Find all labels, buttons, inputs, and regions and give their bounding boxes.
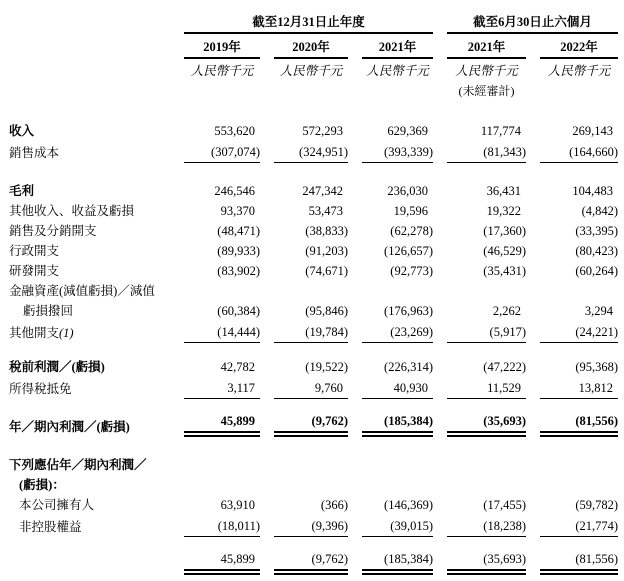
row-label: 其他開支: [9, 326, 60, 340]
table-row: [9, 495, 618, 515]
value-cell: [348, 281, 433, 301]
empty-cell: [170, 81, 260, 101]
value-cell: [433, 121, 526, 141]
value-cell: [170, 201, 260, 221]
table-row: [9, 141, 618, 163]
value: 247,342: [302, 184, 343, 198]
value: (38,833): [305, 224, 348, 238]
year-column-2020: [260, 34, 348, 59]
value: (14,444): [184, 322, 260, 343]
value-cell: [348, 141, 433, 163]
value: (35,431): [483, 264, 526, 278]
value-cell: [433, 241, 526, 261]
value-cell: [170, 377, 260, 399]
row-label-note: (1): [59, 326, 74, 340]
empty-corner-cell: [9, 8, 170, 34]
value: (62,278): [390, 224, 433, 238]
row-label: 金融資產(減值虧損)／減值: [9, 284, 155, 298]
value: (81,556): [540, 549, 618, 575]
value-cell: [433, 141, 526, 163]
value: 19,322: [486, 204, 521, 218]
value-cell: [433, 201, 526, 221]
value-cell: [526, 515, 618, 537]
value-cell: [433, 377, 526, 399]
value: (47,222): [483, 360, 526, 374]
row-label-cell: [9, 549, 170, 575]
row-label-cell: [9, 377, 170, 399]
row-label: 其他收入、收益及虧損: [9, 204, 135, 218]
section-gap: [9, 163, 618, 181]
row-label: 非控股權益: [19, 520, 82, 534]
value: 572,293: [302, 124, 343, 138]
value: 2,262: [492, 304, 521, 318]
table-row: [9, 241, 618, 261]
row-label-cell: [9, 281, 170, 301]
value-cell: [526, 411, 618, 437]
value: (19,784): [274, 322, 348, 343]
value-cell: [526, 121, 618, 141]
value: (324,951): [274, 142, 348, 163]
value: (60,384): [217, 304, 260, 318]
value-cell: [526, 281, 618, 301]
value: (83,902): [217, 264, 260, 278]
table-row: [9, 281, 618, 301]
period-group-annual-title: 截至12月31日止年度: [184, 12, 433, 34]
value: (226,314): [384, 360, 433, 374]
value: (35,693): [447, 549, 526, 575]
value: 93,370: [220, 204, 255, 218]
value: (9,762): [274, 549, 348, 575]
value: (17,455): [483, 498, 526, 512]
unaudited-note-cell: [433, 81, 526, 101]
value: 236,030: [387, 184, 428, 198]
value-cell: [526, 357, 618, 377]
row-label-cell: [9, 181, 170, 201]
value-cell: [526, 221, 618, 241]
value-cell: [348, 515, 433, 537]
value: 19,596: [393, 204, 428, 218]
value: 104,483: [572, 184, 614, 198]
row-label-cell: [9, 515, 170, 537]
value-cell: [526, 495, 618, 515]
value: 63,910: [220, 498, 255, 512]
currency-unit-row: [9, 59, 618, 81]
value: 269,143: [572, 124, 614, 138]
value-cell: [260, 475, 348, 495]
value: 117,774: [480, 124, 521, 138]
value-cell: [433, 281, 526, 301]
value-cell: [260, 411, 348, 437]
value-cell: [348, 181, 433, 201]
row-label-cell: [9, 141, 170, 163]
value: (81,556): [540, 411, 618, 437]
table-header: [9, 8, 618, 101]
row-label-cell: [9, 357, 170, 377]
value-cell: [526, 377, 618, 399]
unit-cell: [526, 59, 618, 81]
value-cell: [170, 121, 260, 141]
value-cell: [526, 549, 618, 575]
value: (81,343): [447, 142, 526, 163]
value-cell: [170, 141, 260, 163]
year-column-2022-interim: [526, 34, 618, 59]
value: 246,546: [214, 184, 255, 198]
value-cell: [348, 221, 433, 241]
value: 3,117: [184, 378, 260, 399]
value-cell: [348, 495, 433, 515]
value-cell: [260, 221, 348, 241]
value-cell: [260, 261, 348, 281]
period-header-row: [9, 8, 618, 34]
unit-cell: [348, 59, 433, 81]
value-cell: [260, 281, 348, 301]
value-cell: [170, 301, 260, 321]
row-label-cell: [9, 321, 170, 343]
value-cell: [348, 357, 433, 377]
value-cell: [260, 455, 348, 475]
value-cell: [348, 301, 433, 321]
value-cell: [170, 241, 260, 261]
value-cell: [170, 221, 260, 241]
value: (185,384): [362, 549, 433, 575]
table-row: [9, 201, 618, 221]
value-cell: [260, 321, 348, 343]
value: (39,015): [362, 516, 433, 537]
value-cell: [260, 181, 348, 201]
row-label-cell: [9, 495, 170, 515]
value-cell: [433, 181, 526, 201]
section-gap: [9, 343, 618, 357]
value-cell: [260, 515, 348, 537]
value: 629,369: [387, 124, 428, 138]
table-row: [9, 475, 618, 495]
row-label: 稅前利潤／(虧損): [9, 360, 105, 374]
unit-label: 人民幣千元: [455, 64, 518, 78]
value: 9,760: [274, 378, 348, 399]
unit-cell: [170, 59, 260, 81]
unit-label: 人民幣千元: [547, 64, 611, 78]
value-cell: [348, 261, 433, 281]
value: (4,842): [581, 204, 619, 218]
row-label-cell: [9, 221, 170, 241]
row-label: 收入: [9, 124, 35, 138]
table-row: [9, 455, 618, 475]
table-row: [9, 549, 618, 575]
value: 45,899: [184, 549, 260, 575]
value-cell: [526, 201, 618, 221]
value: (366): [320, 498, 348, 512]
value: (18,011): [184, 516, 260, 537]
table-row: [9, 411, 618, 437]
empty-cell: [348, 81, 433, 101]
row-label: 銷售成本: [9, 146, 60, 160]
period-group-interim-title: 截至6月30日止六個月: [447, 12, 618, 34]
table-body: [9, 101, 618, 575]
value-cell: [170, 261, 260, 281]
value-cell: [170, 321, 260, 343]
value: (35,693): [447, 411, 526, 437]
year-header-row: [9, 34, 618, 59]
value: (126,657): [384, 244, 433, 258]
value: 36,431: [486, 184, 521, 198]
empty-cell: [526, 81, 618, 101]
unit-label: 人民幣千元: [279, 64, 343, 78]
value-cell: [526, 301, 618, 321]
value-cell: [170, 411, 260, 437]
value: (18,238): [447, 516, 526, 537]
value: 45,899: [184, 411, 260, 437]
value-cell: [348, 455, 433, 475]
value-cell: [170, 181, 260, 201]
row-label: 毛利: [9, 184, 35, 198]
section-gap: [9, 437, 618, 455]
row-label: 銷售及分銷開支: [9, 224, 97, 238]
value: (59,782): [575, 498, 619, 512]
value-cell: [526, 321, 618, 343]
row-label-cell: [9, 121, 170, 141]
row-label: 所得稅抵免: [9, 382, 72, 396]
value: (21,774): [540, 516, 618, 537]
value-cell: [348, 411, 433, 437]
value-cell: [170, 515, 260, 537]
unaudited-label: (未經審計): [458, 84, 515, 98]
value: (60,264): [575, 264, 619, 278]
table-row: [9, 301, 618, 321]
value-cell: [348, 201, 433, 221]
value-cell: [170, 357, 260, 377]
row-label-cell: [9, 241, 170, 261]
year-column-2021: [348, 34, 433, 59]
section-gap: [9, 537, 618, 549]
value: (33,395): [575, 224, 619, 238]
value-cell: [433, 495, 526, 515]
value-cell: [260, 377, 348, 399]
value-cell: [260, 357, 348, 377]
value: (393,339): [362, 142, 433, 163]
value: (95,368): [575, 360, 619, 374]
row-label-cell: [9, 261, 170, 281]
value-cell: [348, 475, 433, 495]
value-cell: [433, 221, 526, 241]
value-cell: [260, 301, 348, 321]
table-row: [9, 321, 618, 343]
year-label: 2019年: [184, 37, 260, 59]
period-group-interim: [433, 8, 618, 34]
value-cell: [260, 201, 348, 221]
value-cell: [433, 357, 526, 377]
row-label-cell: [9, 455, 170, 475]
value-cell: [433, 301, 526, 321]
value-cell: [260, 241, 348, 261]
value-cell: [260, 495, 348, 515]
value: (9,762): [274, 411, 348, 437]
value: (48,471): [217, 224, 260, 238]
value: 11,529: [447, 378, 526, 399]
value-cell: [170, 455, 260, 475]
value-cell: [348, 241, 433, 261]
value: (89,933): [217, 244, 260, 258]
value: (307,074): [184, 142, 260, 163]
year-label: 2020年: [274, 37, 348, 59]
value-cell: [526, 241, 618, 261]
value-cell: [348, 549, 433, 575]
value: (19,522): [305, 360, 348, 374]
row-label: 年／期內利潤／(虧損): [9, 420, 130, 434]
value: (146,369): [384, 498, 433, 512]
value-cell: [170, 549, 260, 575]
value: (9,396): [274, 516, 348, 537]
profit-loss-table: [9, 8, 618, 575]
value: (74,671): [305, 264, 348, 278]
unit-cell: [260, 59, 348, 81]
year-label: 2021年: [362, 37, 433, 59]
year-column-2021-interim: [433, 34, 526, 59]
value: 42,782: [220, 360, 255, 374]
value: (185,384): [362, 411, 433, 437]
year-column-2019: [170, 34, 260, 59]
row-label: 本公司擁有人: [19, 498, 95, 512]
table-row: [9, 357, 618, 377]
value: 13,812: [540, 378, 618, 399]
year-label: 2022年: [540, 37, 618, 59]
value-cell: [433, 261, 526, 281]
value: (95,846): [305, 304, 348, 318]
table-row: [9, 181, 618, 201]
value-cell: [433, 321, 526, 343]
row-label: 虧損撥回: [23, 304, 74, 318]
value-cell: [526, 141, 618, 163]
section-gap: [9, 399, 618, 411]
empty-corner-cell: [9, 81, 170, 101]
value: (23,269): [362, 322, 433, 343]
value: 53,473: [308, 204, 343, 218]
value: (91,203): [305, 244, 348, 258]
row-label-cell: [9, 301, 170, 321]
row-label: 下列應佔年／期內利潤／: [9, 458, 147, 472]
value-cell: [348, 377, 433, 399]
period-group-annual: [170, 8, 433, 34]
value-cell: [526, 261, 618, 281]
table-row: [9, 121, 618, 141]
table-row: [9, 515, 618, 537]
row-label: 研發開支: [9, 264, 60, 278]
section-gap: [9, 101, 618, 121]
value-cell: [433, 515, 526, 537]
row-label-cell: [9, 411, 170, 437]
value: (17,360): [483, 224, 526, 238]
value-cell: [170, 495, 260, 515]
row-label-cell: [9, 475, 170, 495]
table-row: [9, 221, 618, 241]
value-cell: [348, 321, 433, 343]
row-label: (虧損)：: [19, 478, 65, 492]
value: (164,660): [540, 142, 618, 163]
value-cell: [433, 411, 526, 437]
unaudited-note-row: [9, 81, 618, 101]
value: (5,917): [447, 322, 526, 343]
value: (24,221): [540, 322, 618, 343]
row-label: 行政開支: [9, 244, 60, 258]
unit-label: 人民幣千元: [190, 64, 254, 78]
value: 553,620: [214, 124, 255, 138]
value: 3,294: [584, 304, 614, 318]
value-cell: [433, 549, 526, 575]
value-cell: [170, 281, 260, 301]
value-cell: [260, 121, 348, 141]
value-cell: [526, 475, 618, 495]
value-cell: [433, 475, 526, 495]
empty-cell: [260, 81, 348, 101]
table-row: [9, 377, 618, 399]
unit-label: 人民幣千元: [366, 64, 429, 78]
row-label-cell: [9, 201, 170, 221]
year-label: 2021年: [447, 37, 526, 59]
empty-corner-cell: [9, 34, 170, 59]
unit-cell: [433, 59, 526, 81]
value-cell: [526, 455, 618, 475]
empty-corner-cell: [9, 59, 170, 81]
value-cell: [260, 141, 348, 163]
value-cell: [526, 181, 618, 201]
table-row: [9, 261, 618, 281]
value-cell: [348, 121, 433, 141]
value: (92,773): [390, 264, 433, 278]
value-cell: [260, 549, 348, 575]
value: (80,423): [575, 244, 619, 258]
value: (46,529): [483, 244, 526, 258]
value: (176,963): [384, 304, 433, 318]
value-cell: [433, 455, 526, 475]
value: 40,930: [362, 378, 433, 399]
value-cell: [170, 475, 260, 495]
